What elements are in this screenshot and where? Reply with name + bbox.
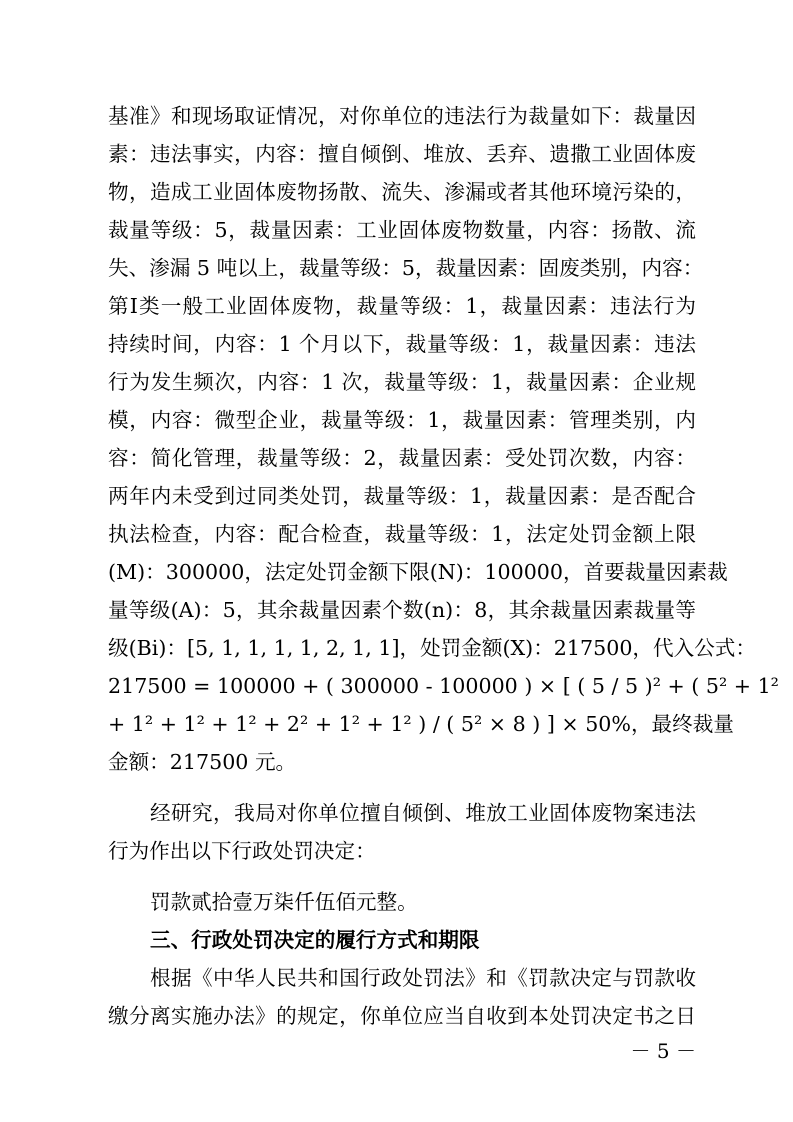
body-line-12: 执法检查，内容：配合检查，裁量等级：1，法定处罚金额上限 [108, 522, 696, 546]
body-line-11: 两年内未受到过同类处罚，裁量等级：1，裁量因素：是否配合 [108, 484, 696, 508]
final-amount-line: 金额：217500 元。 [108, 750, 297, 774]
performance-paragraph-line-2: 缴分离实施办法》的规定，你单位应当自收到本处罚决定书之日 [108, 1004, 696, 1028]
body-line-1: 基准》和现场取证情况，对你单位的违法行为裁量如下：裁量因 [108, 104, 696, 128]
body-line-6: 第Ⅰ类一般工业固体废物，裁量等级：1，裁量因素：违法行为 [108, 294, 696, 318]
body-line-3: 物，造成工业固体废物扬散、流失、渗漏或者其他环境污染的， [108, 180, 696, 204]
body-line-14: 量等级(A)：5，其余裁量因素个数(n)：8，其余裁量因素裁量等 [108, 598, 696, 622]
performance-paragraph-line-1: 根据《中华人民共和国行政处罚法》和《罚款决定与罚款收 [150, 966, 696, 990]
section-heading: 三、行政处罚决定的履行方式和期限 [150, 928, 480, 952]
body-line-4: 裁量等级：5，裁量因素：工业固体废物数量，内容：扬散、流 [108, 218, 696, 242]
formula-line-1: 217500 = 100000 + ( 300000 - 100000 ) × [ ( 5 / 5 )² + ( 5² + 1² [108, 674, 779, 698]
page-number: － 5 － [630, 1039, 696, 1063]
body-line-7: 持续时间，内容：1 个月以下，裁量等级：1，裁量因素：违法 [108, 332, 696, 356]
decision-paragraph-line-2: 行为作出以下行政处罚决定： [108, 839, 376, 863]
formula-line-2: + 1² + 1² + 1² + 2² + 1² + 1² ) / ( 5² × 8 ) ] × 50%，最终裁量 [108, 712, 734, 736]
body-line-15: 级(Bi)：[5, 1, 1, 1, 1, 2, 1, 1]，处罚金额(X)：217500，代入公式： [108, 636, 756, 660]
body-line-8: 行为发生频次，内容：1 次，裁量等级：1，裁量因素：企业规 [108, 370, 696, 394]
body-line-5: 失、渗漏 5 吨以上，裁量等级：5，裁量因素：固废类别，内容： [108, 256, 704, 280]
body-line-9: 模，内容：微型企业，裁量等级：1，裁量因素：管理类别，内 [108, 408, 696, 432]
body-line-13: (M)：300000，法定处罚金额下限(N)：100000，首要裁量因素裁 [108, 560, 728, 584]
penalty-line: 罚款贰拾壹万柒仟伍佰元整。 [150, 890, 418, 914]
body-line-2: 素：违法事实，内容：擅自倾倒、堆放、丢弃、遗撒工业固体废 [108, 142, 696, 166]
decision-paragraph-line-1: 经研究，我局对你单位擅自倾倒、堆放工业固体废物案违法 [150, 801, 696, 825]
body-line-10: 容：简化管理，裁量等级：2，裁量因素：受处罚次数，内容： [108, 446, 696, 470]
